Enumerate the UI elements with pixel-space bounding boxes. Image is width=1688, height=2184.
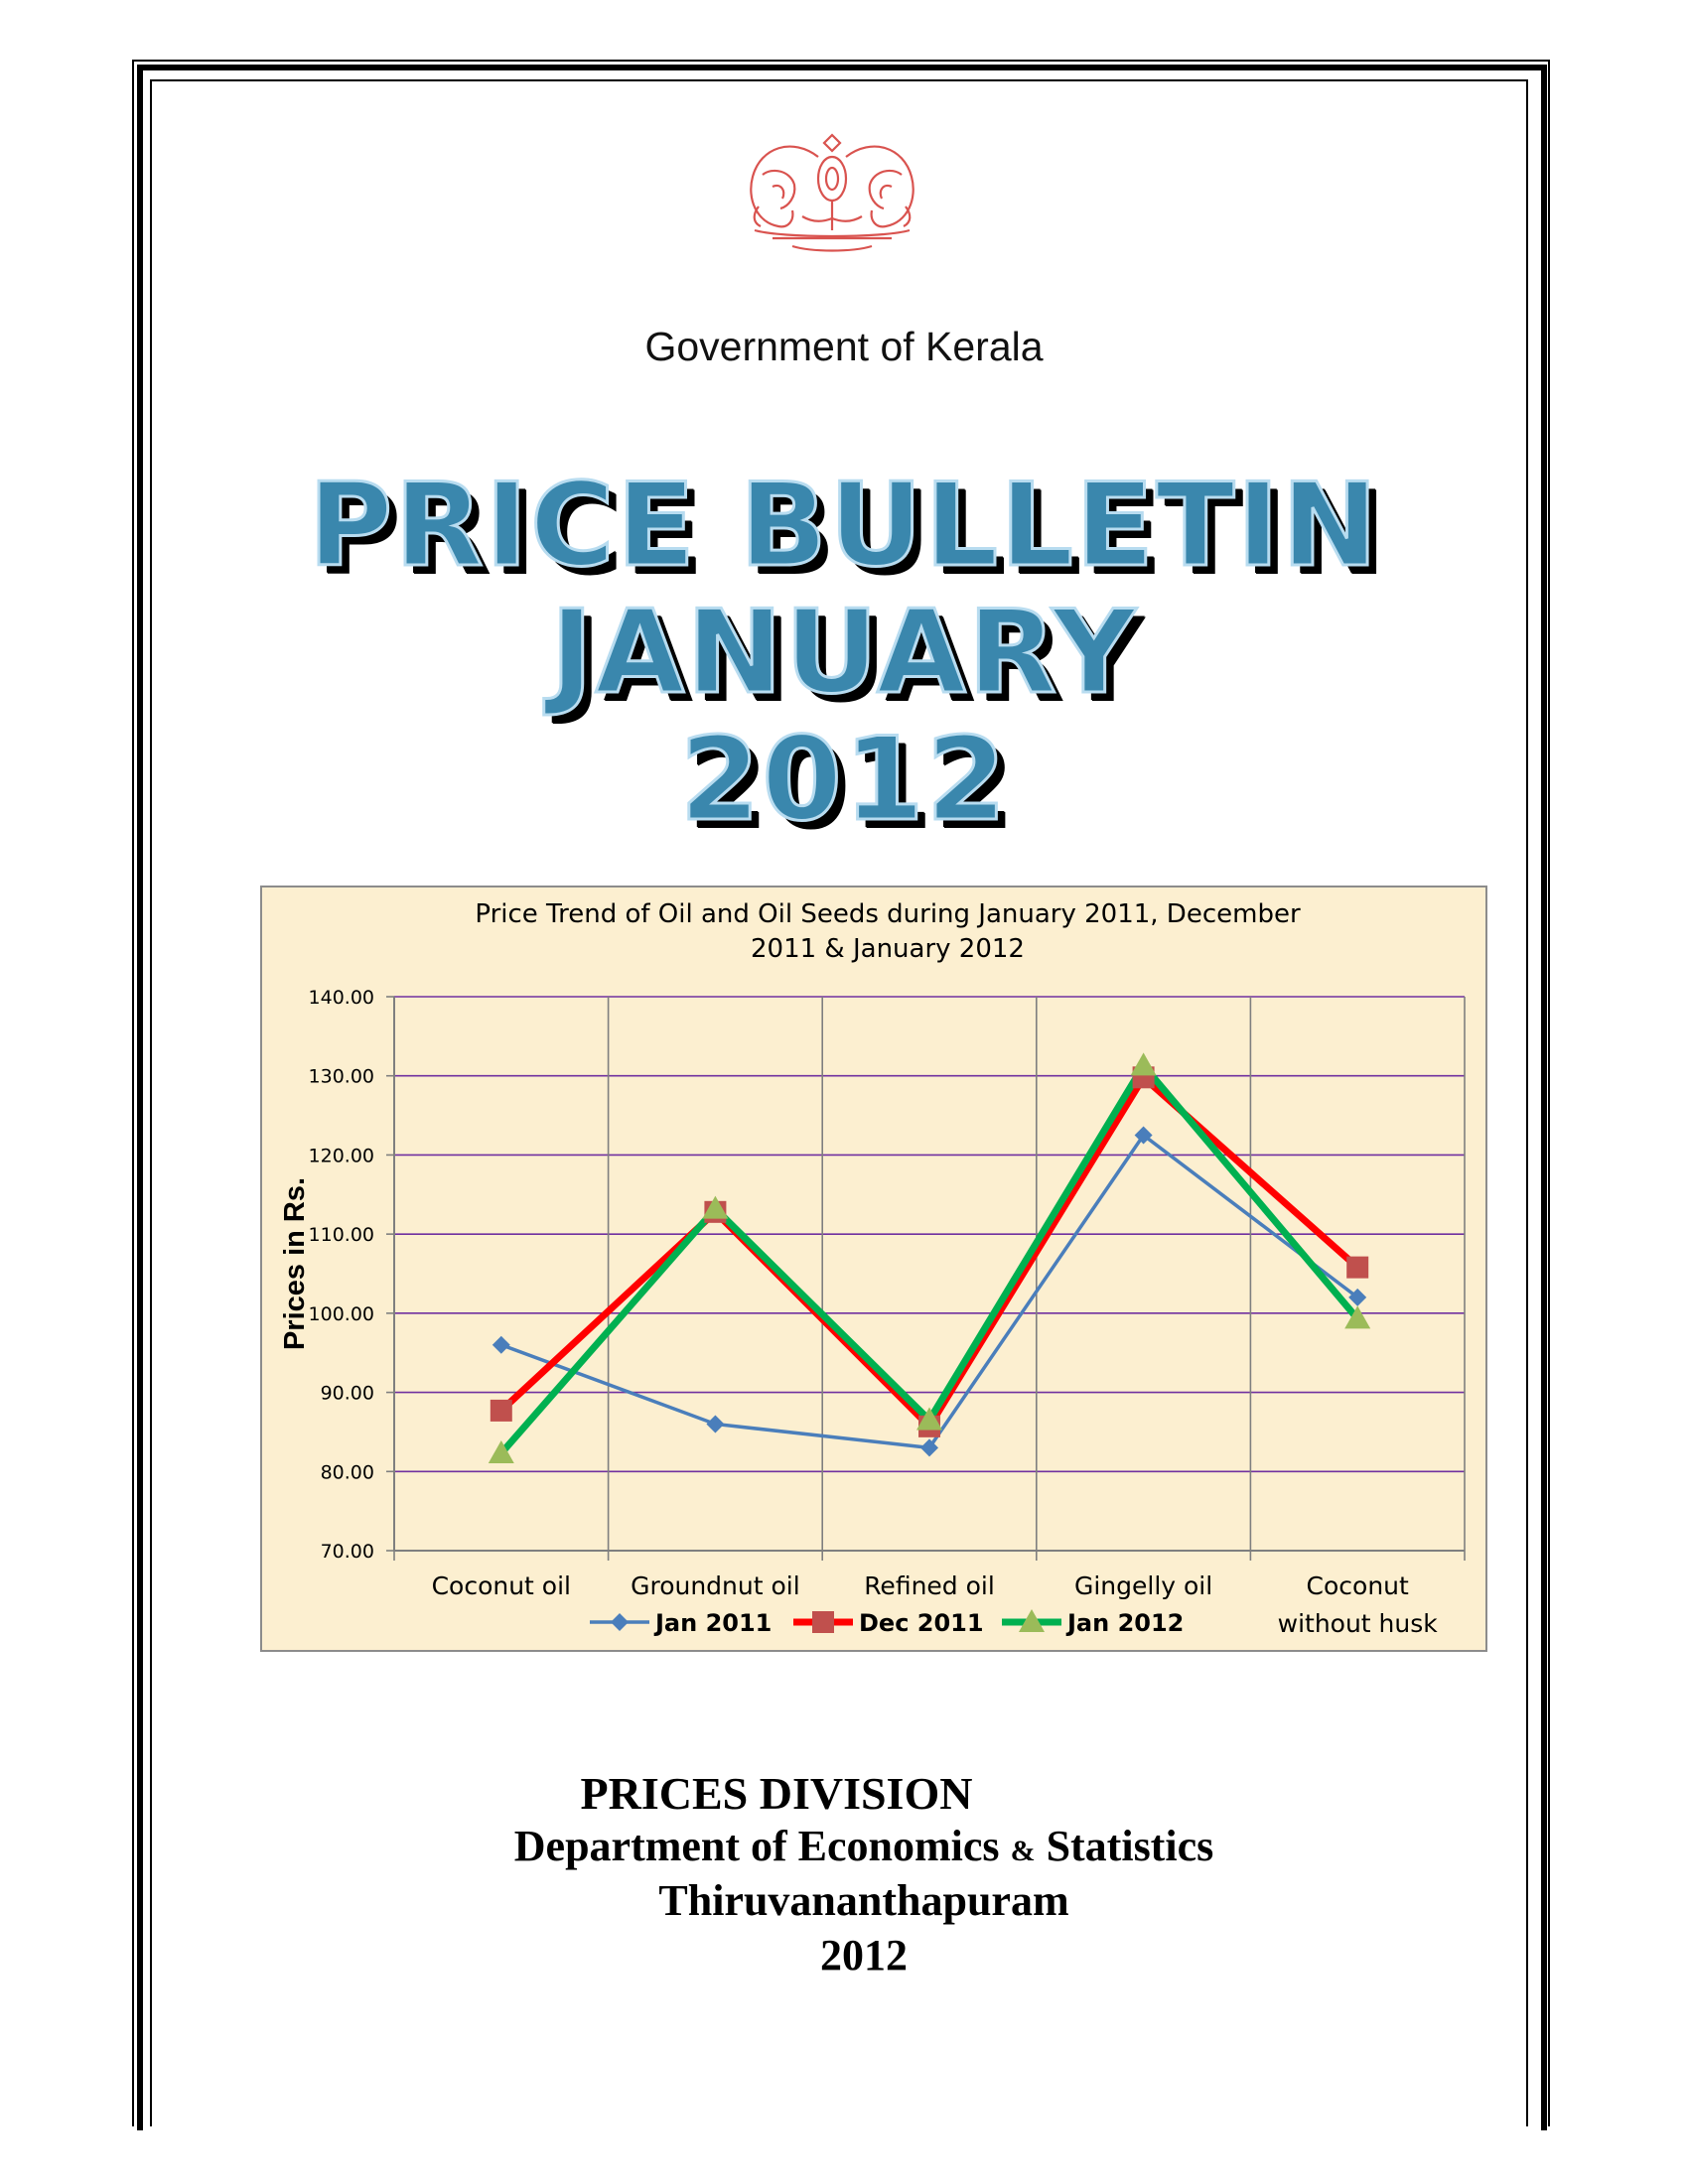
kerala-state-emblem-icon [733, 127, 931, 256]
prices-division: PRICES DIVISION [580, 1768, 973, 1819]
price-trend-chart [260, 886, 1487, 1652]
x-category-label: without husk [1277, 1609, 1438, 1638]
city-name: Thiruvananthapuram [658, 1876, 1069, 1925]
y-tick-label: 110.00 [308, 1224, 374, 1247]
y-axis-label: Prices in Rs. [279, 1176, 311, 1351]
y-tick-label: 70.00 [320, 1541, 374, 1563]
data-point-dec-2011 [491, 1400, 512, 1422]
x-category-label: Refined oil [864, 1571, 995, 1600]
legend-label: Dec 2011 [859, 1609, 984, 1637]
bulletin-month: JANUARY [550, 586, 1138, 720]
chart-title-line2: 2011 & January 2012 [751, 934, 1025, 964]
series-line-jan-2012 [501, 1065, 1357, 1453]
legend-label: Jan 2011 [655, 1609, 773, 1637]
department-ampersand: & [1010, 1835, 1036, 1867]
x-category-label: Groundnut oil [631, 1571, 800, 1600]
legend-marker [611, 1613, 629, 1631]
y-tick-label: 130.00 [308, 1065, 374, 1088]
y-tick-label: 90.00 [320, 1382, 374, 1405]
department-part2: Statistics [1046, 1822, 1214, 1870]
data-point-jan-2011 [492, 1336, 510, 1354]
footer-year: 2012 [820, 1931, 908, 1979]
x-category-label: Coconut [1306, 1571, 1409, 1600]
bulletin-year: 2012 [679, 713, 1009, 847]
y-tick-label: 140.00 [308, 987, 374, 1009]
data-point-dec-2011 [1346, 1257, 1368, 1279]
x-category-label: Gingelly oil [1073, 1571, 1213, 1600]
chart-title-line1: Price Trend of Oil and Oil Seeds during January 2011, December [475, 899, 1301, 929]
legend-label: Jan 2012 [1067, 1609, 1185, 1637]
government-heading: Government of Kerala [644, 324, 1044, 369]
x-category-label: Coconut oil [431, 1571, 572, 1600]
data-point-jan-2012 [1131, 1052, 1157, 1075]
y-tick-label: 100.00 [308, 1302, 374, 1325]
department-name [20, 1821, 1688, 1871]
series-line-dec-2011 [501, 1077, 1357, 1427]
y-tick-label: 80.00 [320, 1461, 374, 1484]
department-part1: Department of Economics [513, 1822, 1000, 1870]
data-point-jan-2011 [706, 1415, 724, 1433]
chart-canvas [262, 887, 1485, 1650]
legend-marker [812, 1611, 834, 1633]
bulletin-title: PRICE BULLETIN [308, 459, 1380, 593]
y-tick-label: 120.00 [308, 1145, 374, 1167]
